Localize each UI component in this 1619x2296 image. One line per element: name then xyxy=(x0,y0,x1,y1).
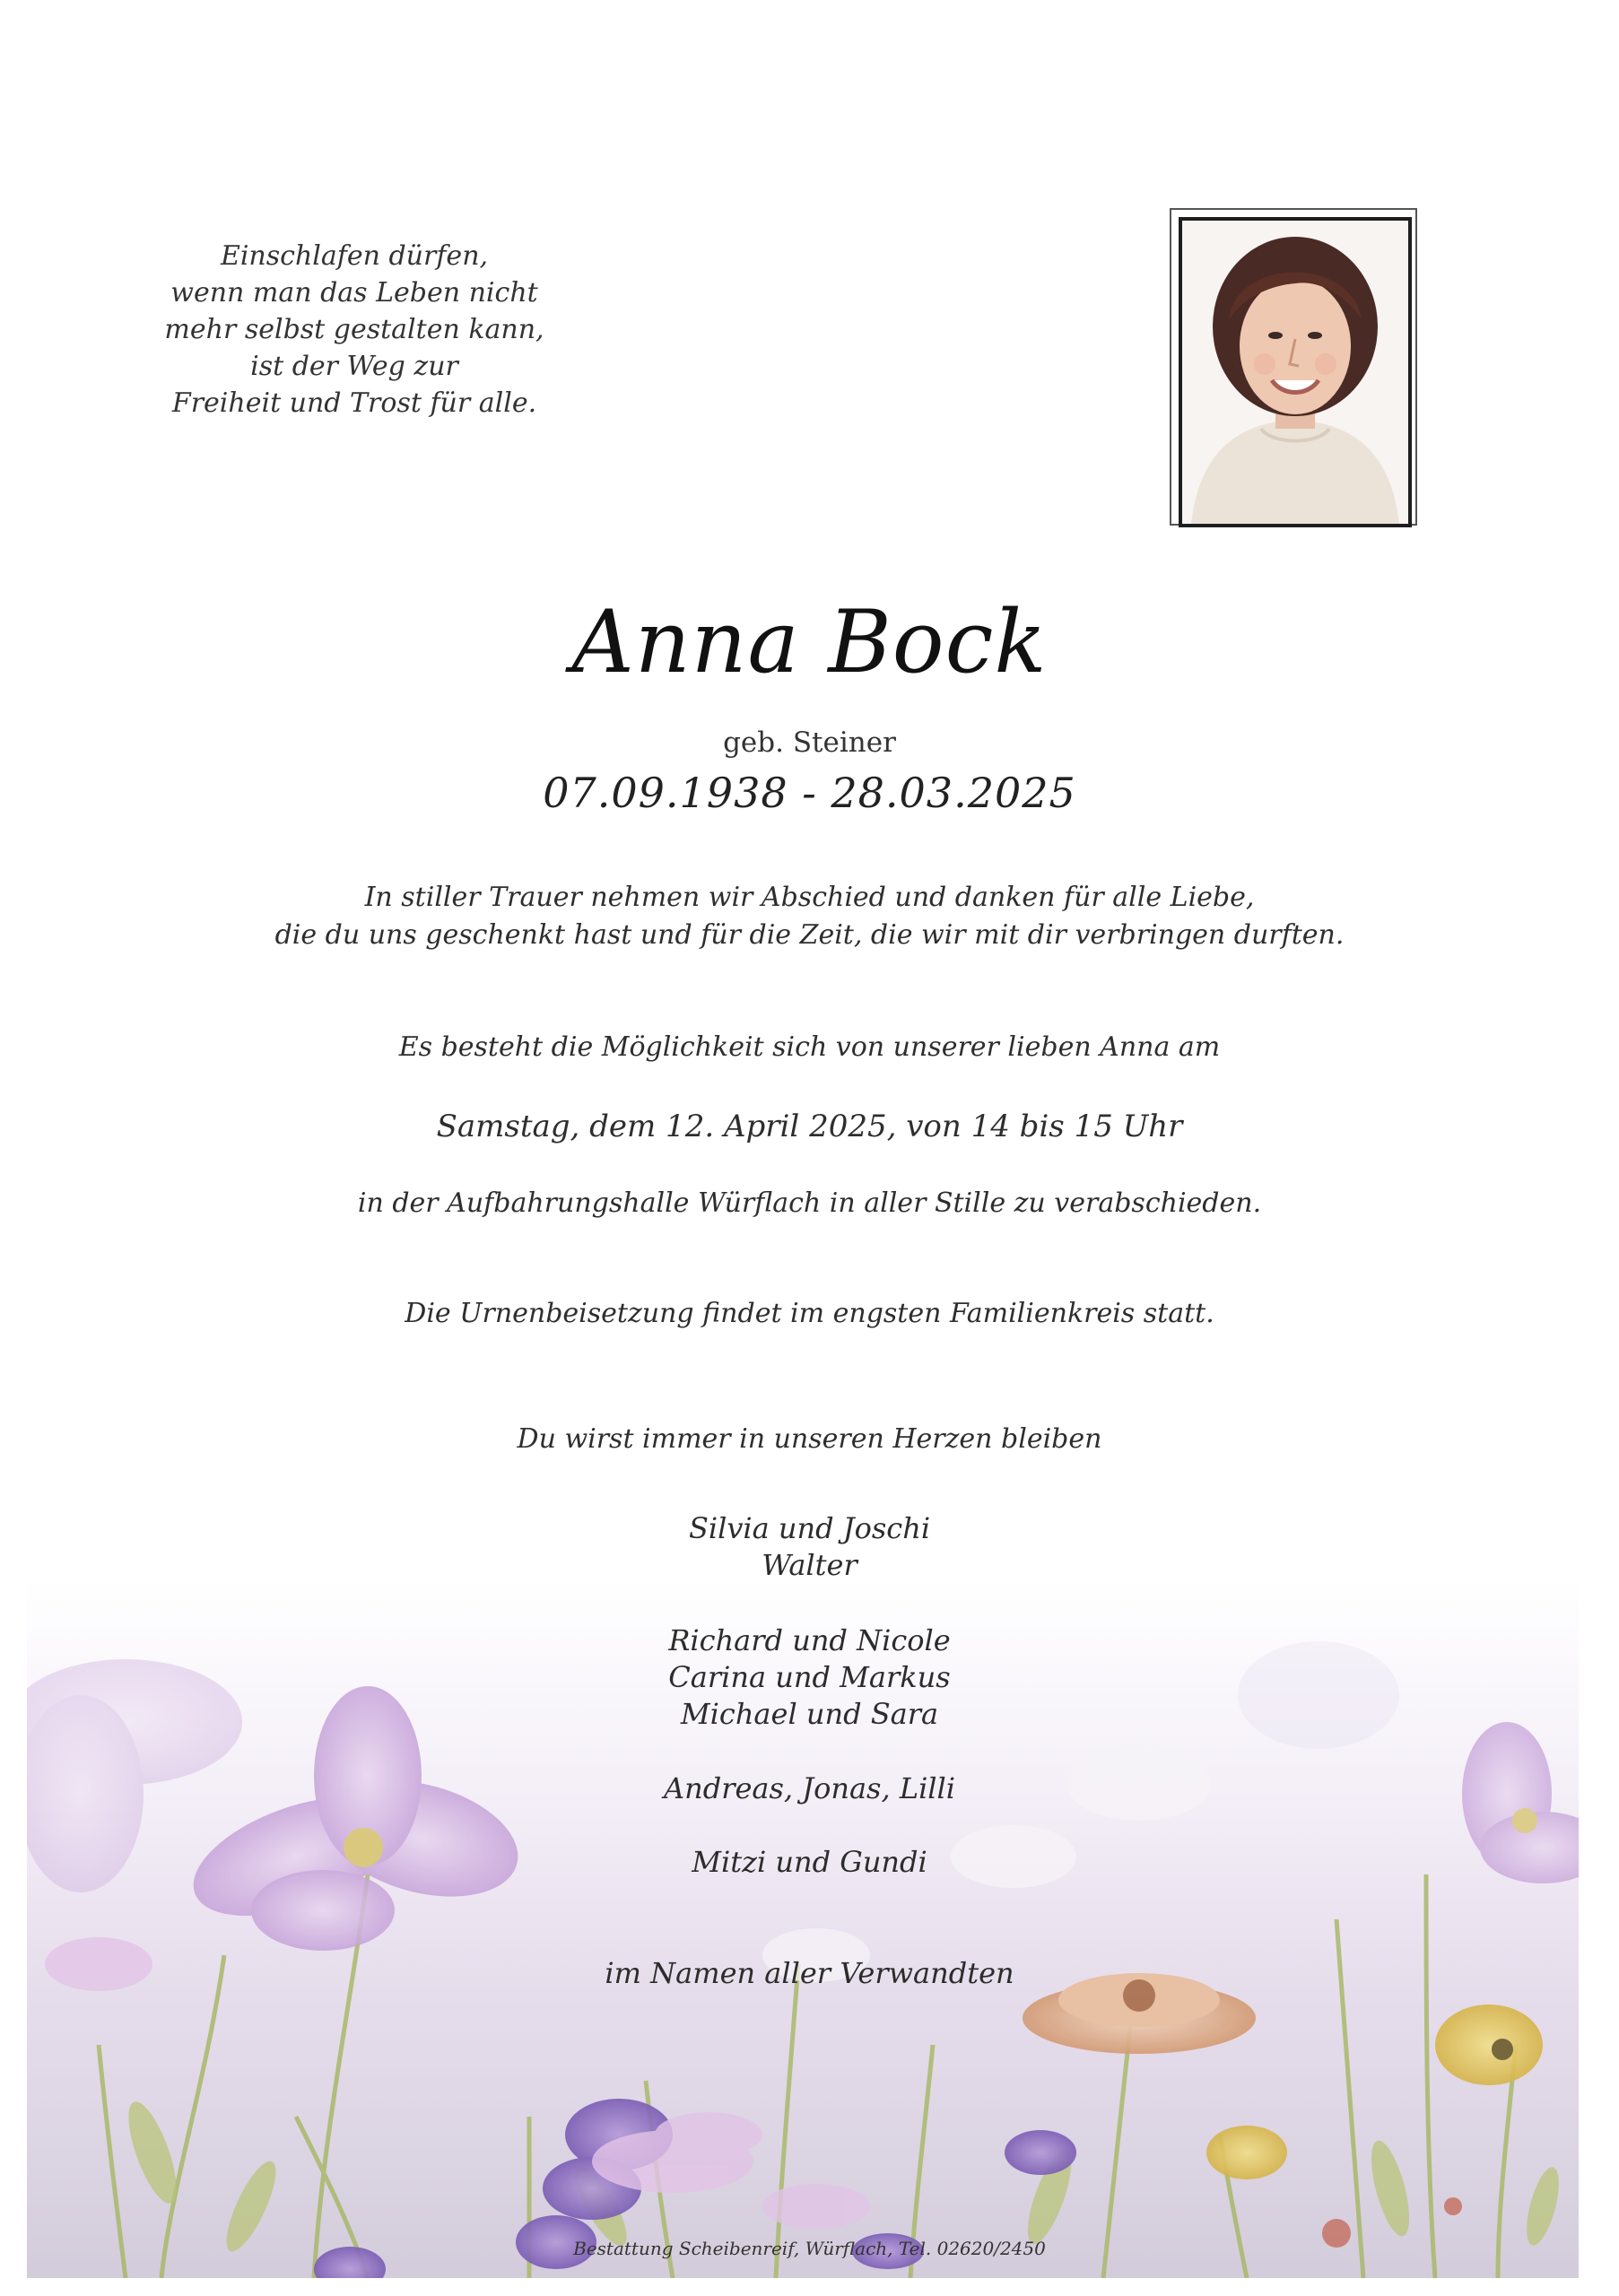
family-member: Andreas, Jonas, Lilli xyxy=(663,1771,955,1805)
quote-line: Freiheit und Trost für alle. xyxy=(171,387,537,419)
family-member: Mitzi und Gundi xyxy=(692,1845,927,1879)
intro-text-line: die du uns geschenkt hast und für die Zeit, die wir mit dir verbringen durften. xyxy=(274,919,1345,951)
quote-line: wenn man das Leben nicht xyxy=(170,277,538,309)
portrait-illustration xyxy=(1182,221,1408,524)
farewell-text-line: in der Aufbahrungshalle Würflach in aller Stille zu verabschieden. xyxy=(357,1187,1262,1219)
family-closing: im Namen aller Verwandten xyxy=(605,1956,1014,1990)
deceased-name: Anna Bock xyxy=(571,592,1048,692)
birth-name: geb. Steiner xyxy=(723,726,896,759)
portrait-frame xyxy=(1170,208,1417,526)
life-dates: 07.09.1938 - 28.03.2025 xyxy=(543,769,1076,817)
quote-line: mehr selbst gestalten kann, xyxy=(164,314,544,345)
quote-line: Einschlafen dürfen, xyxy=(220,240,489,272)
funeral-home-footer: Bestattung Scheibenreif, Würflach, Tel. 02620/2450 xyxy=(573,2238,1046,2259)
quote-line: ist der Weg zur xyxy=(250,351,458,382)
farewell-date-line: Samstag, dem 12. April 2025, von 14 bis 15 Uhr xyxy=(436,1109,1183,1144)
family-member: Michael und Sara xyxy=(680,1697,939,1731)
family-member: Carina und Markus xyxy=(668,1660,951,1694)
family-member: Walter xyxy=(762,1548,857,1582)
memorial-quote xyxy=(144,238,565,422)
urn-burial-text: Die Urnenbeisetzung findet im engsten Familienkreis statt. xyxy=(405,1298,1214,1329)
portrait-photo xyxy=(1179,217,1412,527)
remembrance-text: Du wirst immer in unseren Herzen bleiben xyxy=(517,1423,1102,1455)
family-member: Richard und Nicole xyxy=(668,1623,951,1657)
family-member: Silvia und Joschi xyxy=(688,1511,931,1545)
farewell-text-line: Es besteht die Möglichkeit sich von unserer lieben Anna am xyxy=(398,1031,1221,1063)
intro-text-line: In stiller Trauer nehmen wir Abschied und danken für alle Liebe, xyxy=(364,882,1255,913)
